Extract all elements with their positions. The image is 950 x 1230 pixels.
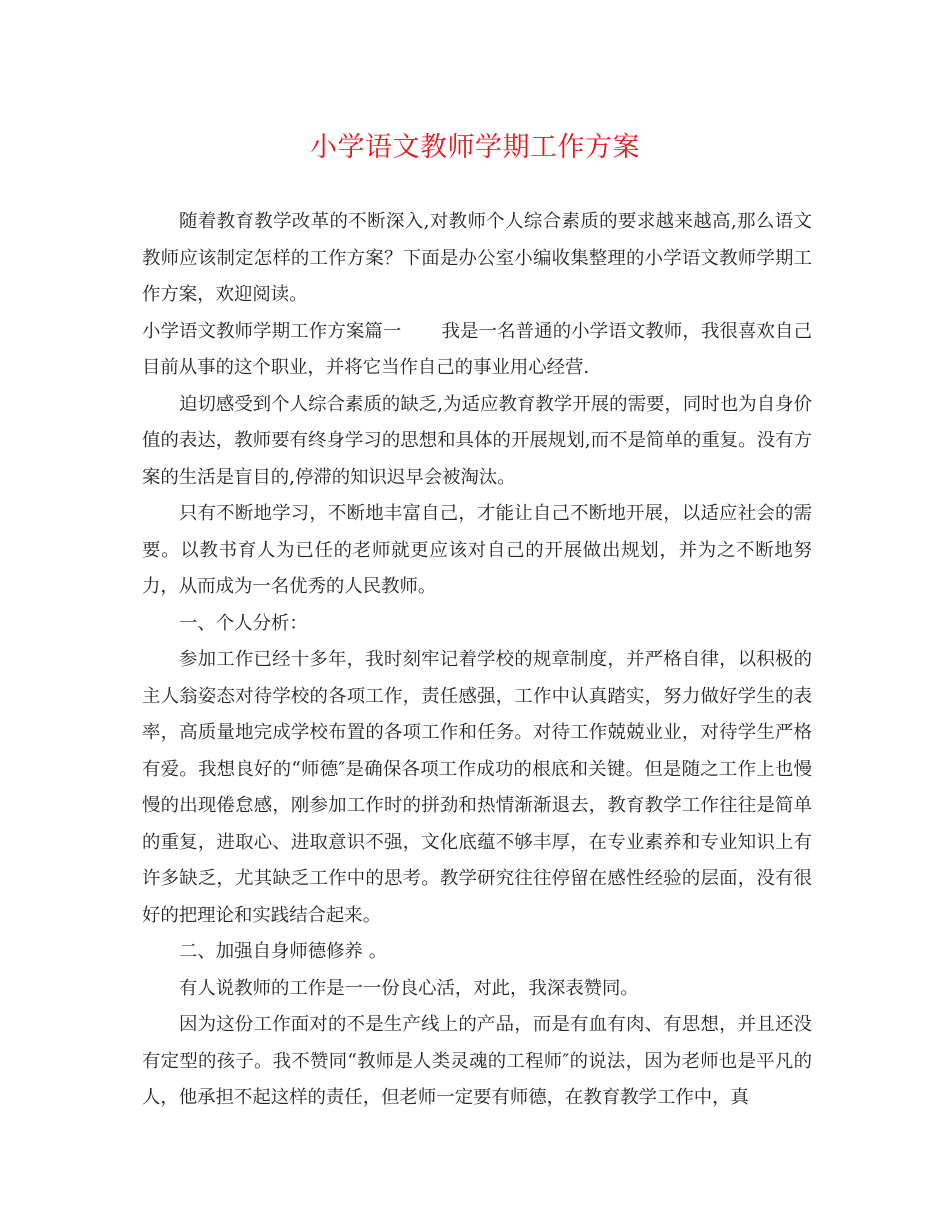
section-one-text: 我是一名普通的小学语文教师，我很喜欢自己目前从事的这个职业，并将它当作自己的事业用心经营. — [142, 320, 812, 378]
paragraph-8: 因为这份工作面对的不是生产线上的产品，而是有血有肉、有思想，并且还没有定型的孩子。我不赞同“教师是人类灵魂的工程师″的说法，因为老师也是平凡的人，他承担不起这样的责任，但老师一定要有师德，在教育教学工作中，真 — [142, 1014, 812, 1108]
paragraph-5: 参加工作已经十多年，我时刻牢记着学校的规章制度，并严格自律，以积极的主人翁姿态对待学校的各项工作，责任感强，工作中认真踏实，努力做好学生的表率，高质量地完成学校布置的各项工作和任务。对待工作兢兢业业，对待学生严格有爱。我想良好的“师德″是确保各项工作成功的根底和关键。但是随之工作上也慢慢的出现倦怠感，刚参加工作时的拼劲和热情渐渐退去，教育教学工作往往是简单的重复，进取心、进取意识不强，文化底蕴不够丰厚，在专业素养和专业知识上有许多缺乏，尤其缺乏工作中的思考。教学研究往往停留在感性经验的层面，没有很好的把理论和实践结合起来。 — [142, 649, 812, 926]
document-body — [142, 204, 812, 1117]
paragraph-2: 迫切感受到个人综合素质的缺乏,为适应教育教学开展的需要，同时也为自身价值的表达，教师要有终身学习的思想和具体的开展规划,而不是简单的重复。没有方案的生活是盲目的,停滞的知识迟早会被淘汰。 — [142, 393, 812, 488]
section-heading-inline: 小学语文教师学期工作方案篇一 — [142, 320, 402, 342]
paragraph-section-one — [142, 314, 812, 387]
heading-personal-analysis: 一、个人分析： — [179, 612, 308, 634]
paragraph-3: 只有不断地学习，不断地丰富自己，才能让自己不断地开展，以适应社会的需要。以教书育人为已任的老师就更应该对自己的开展做出规划，并为之不断地努力，从而成为一名优秀的人民教师。 — [142, 503, 812, 597]
paragraph-7: 有人说教师的工作是一一份良心活，对此，我深表赞同。 — [179, 977, 639, 999]
paragraph-intro: 随着教育教学改革的不断深入,对教师个人综合素质的要求越来越高,那么语文教师应该制定怎样的工作方案？下面是办公室小编收集整理的小学语文教师学期工作方案，欢迎阅读。 — [142, 211, 812, 305]
heading-ethics: 二、加强自身师德修养 。 — [179, 941, 388, 962]
document-title: 小学语文教师学期工作方案 — [310, 132, 640, 163]
